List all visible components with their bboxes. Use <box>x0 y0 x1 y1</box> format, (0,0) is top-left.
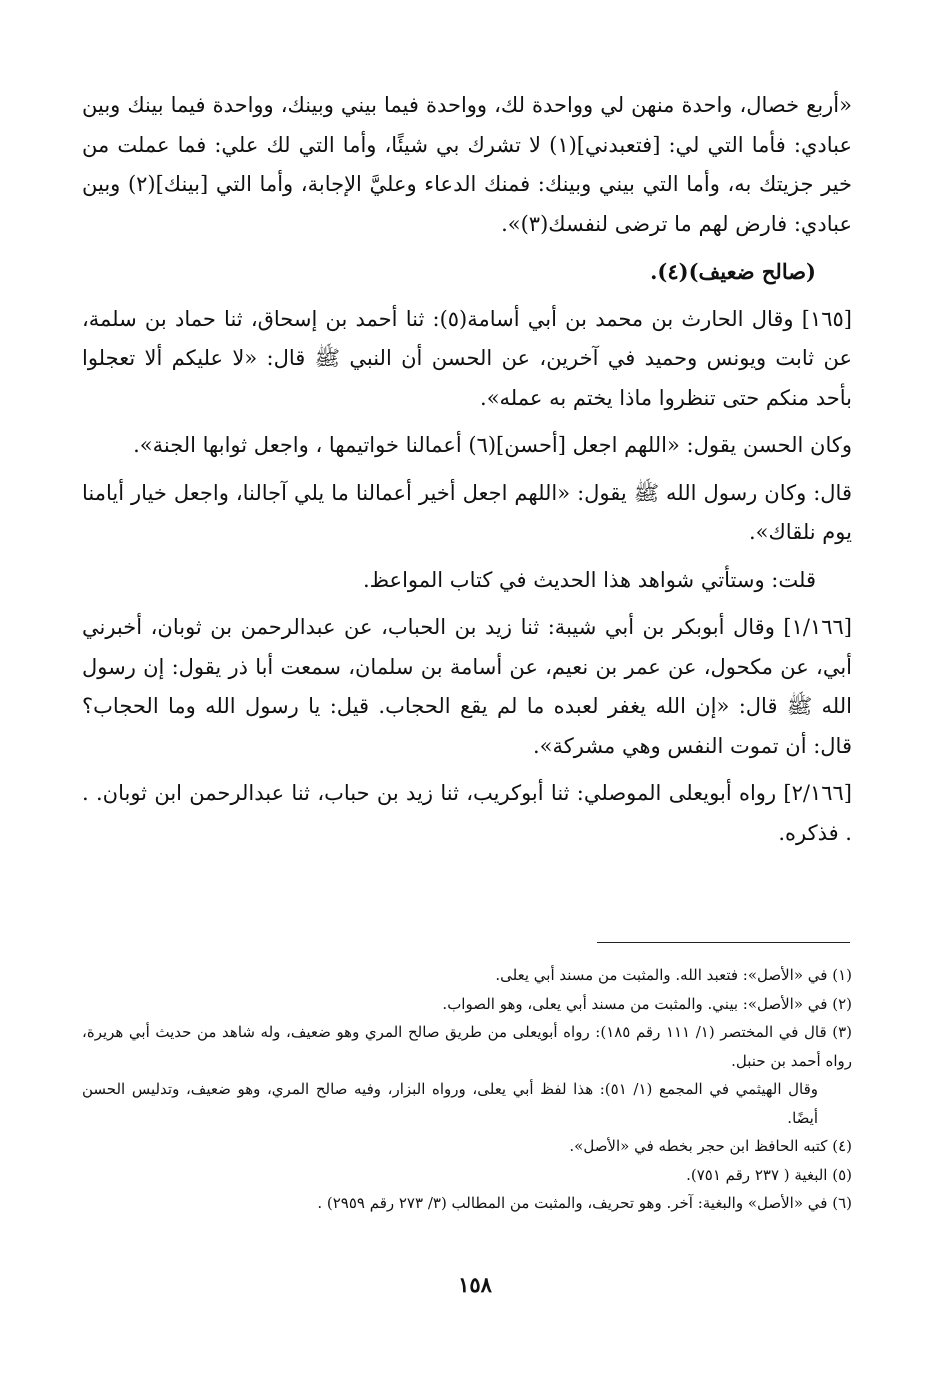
paragraph-hadith-quote: «أربع خصال، واحدة منهن لي وواحدة لك، وواحدة فيما بيني وبينك، وواحدة فيما بينك وبين عبادي: فأما التي لي: [فتعبدني](١) لا تشرك بي شيئًا، وأما التي لك علي: فما عملت من خير جزيتك به، وأما التي بيني وبينك: فمنك الدعاء وعليَّ الإجابة، وأما التي [بينك](٢) وبين عبادي: فارض لهم ما ترضى لنفسك(٣)». <box>82 93 852 236</box>
main-text <box>82 86 852 861</box>
footnote-2: (٢) في «الأصل»: بيني. والمثبت من مسند أبي يعلى، وهو الصواب. <box>442 994 852 1013</box>
footnote-separator <box>597 942 850 943</box>
footnote-6: (٦) في «الأصل» والبغية: آخر. وهو تحريف، والمثبت من المطالب (٣/ ٢٧٣ رقم ٢٩٥٩) . <box>317 1194 852 1212</box>
footnote-1: (١) في «الأصل»: فتعبد الله. والمثبت من مسند أبي يعلى. <box>495 966 852 984</box>
page-number: ١٥٨ <box>458 1272 492 1297</box>
paragraph-author-note: قلت: وستأتي شواهد هذا الحديث في كتاب المواعظ. <box>362 567 816 592</box>
footnote-3: (٣) قال في المختصر (١/ ١١١ رقم ١٨٥): رواه أبويعلى من طريق صالح المري وهو ضعيف، وله شاهد من حديث أبي هريرة، رواه أحمد بن حنبل. <box>82 1023 852 1070</box>
paragraph-hadith-166-1: [١/١٦٦] وقال أبوبكر بن أبي شيبة: ثنا زيد بن الحباب، عن عبدالرحمن بن ثوبان، أخبرني أبي، عن مكحول، عن عمر بن نعيم، عن أسامة بن سلمان، سمعت أبا ذر يقول: إن رسول الله ﷺ قال: «إن الله يغفر لعبده ما لم يقع الحجاب. قيل: يا رسول الله وما الحجاب؟ قال: أن تموت النفس وهي مشركة». <box>82 615 852 758</box>
footnotes <box>82 961 852 1218</box>
paragraph-prophet-prayer: قال: وكان رسول الله ﷺ يقول: «اللهم اجعل أخير أعمالنا ما يلي آجالنا، واجعل خيار أيامنا يوم نلقاك». <box>82 480 852 544</box>
paragraph-hasan-saying: وكان الحسن يقول: «اللهم اجعل [أحسن](٦) أعمالنا خواتيمها ، واجعل ثوابها الجنة». <box>133 433 852 457</box>
paragraph-grading: (صالح ضعيف)(٤). <box>650 259 816 284</box>
paragraph-hadith-165: [١٦٥] وقال الحارث بن محمد بن أبي أسامة(٥): ثنا أحمد بن إسحاق، ثنا حماد بن سلمة، عن ثابت ويونس وحميد في آخرين، عن الحسن أن النبي ﷺ قال: «لا عليكم ألا تعجلوا بأحد منكم حتى تنظروا ماذا يختم به عمله». <box>82 306 852 410</box>
footnote-3-continued: وقال الهيثمي في المجمع (١/ ٥١): هذا لفظ أبي يعلى، ورواه البزار، وفيه صالح المري، وهو ضعيف، وتدليس الحسن أيضًا. <box>82 1080 819 1127</box>
footnote-4: (٤) كتبه الحافظ ابن حجر بخطه في «الأصل». <box>569 1137 852 1155</box>
paragraph-hadith-166-2: [٢/١٦٦] رواه أبويعلى الموصلي: ثنا أبوكريب، ثنا زيد بن حباب، ثنا عبدالرحمن ابن ثوبان. . . فذكره. <box>82 781 852 845</box>
footnote-5: (٥) البغية ( ٢٣٧ رقم ٧٥١). <box>686 1165 852 1184</box>
